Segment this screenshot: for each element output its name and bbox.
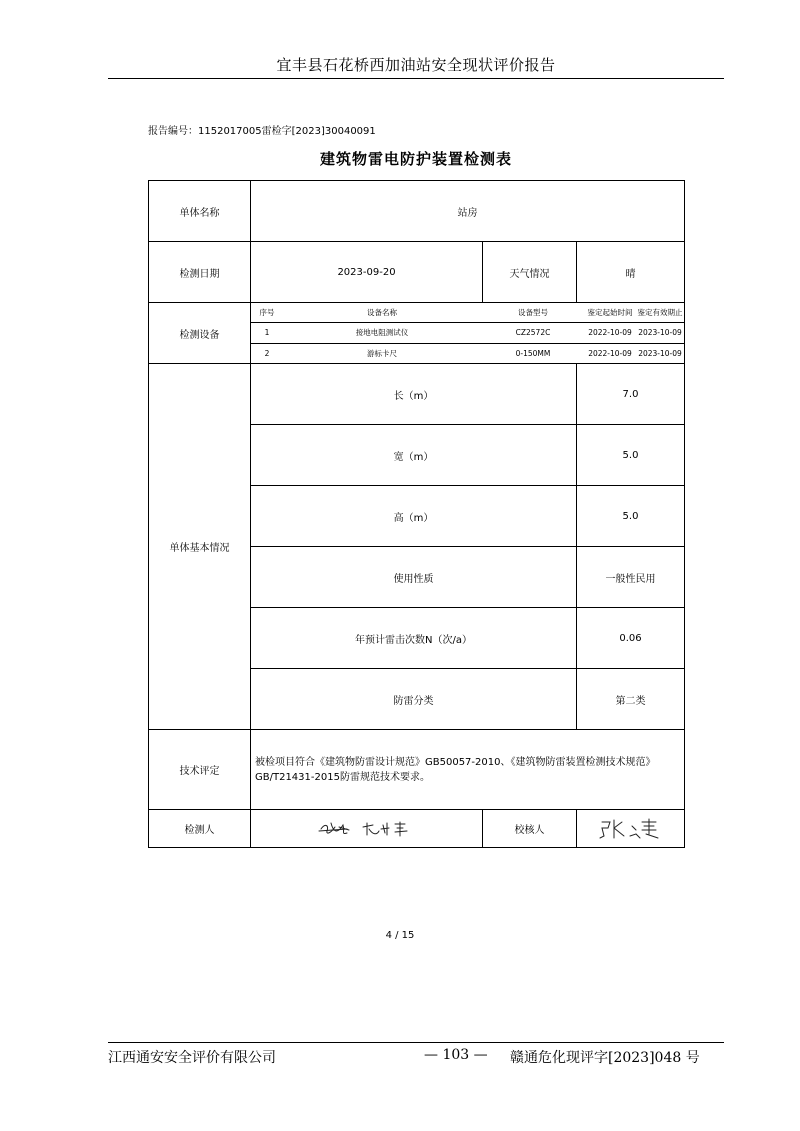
equipment-cell-start: 2022-10-09	[585, 323, 635, 343]
basic-row-label: 防雷分类	[251, 669, 577, 730]
date-value: 2023-09-20	[251, 242, 483, 303]
weather-label: 天气情况	[483, 242, 577, 303]
basic-row-value: 一般性民用	[577, 547, 685, 608]
equipment-cell-no: 2	[264, 348, 270, 358]
equipment-row	[251, 323, 685, 343]
basic-row-label: 高（m）	[251, 486, 577, 547]
document-title: 建筑物雷电防护装置检测表	[319, 150, 512, 168]
basic-row-label: 长（m）	[251, 364, 577, 425]
basic-row-value: 7.0	[577, 364, 685, 425]
header-rule	[108, 78, 724, 79]
equipment-header: 鉴定有效期止	[635, 303, 685, 323]
equipment-cell-model: CZ2572C	[481, 323, 585, 343]
reviewer-signature-image	[596, 816, 666, 842]
basic-row-label: 年预计雷击次数N（次/a）	[251, 608, 577, 669]
tech-eval-value: 被检项目符合《建筑物防雷设计规范》GB50057-2010、《建筑物防雷装置检测技术规范》GB/T21431-2015防雷规范技术要求。	[251, 730, 685, 810]
equipment-cell-end: 2023-10-09	[635, 323, 685, 343]
basic-row-value: 5.0	[577, 486, 685, 547]
reviewer-label: 校核人	[483, 810, 577, 848]
equipment-cell-name: 游标卡尺	[367, 348, 397, 358]
page-header: 宜丰县石花桥西加油站安全现状评价报告	[276, 56, 556, 74]
unit-name-label: 单体名称	[149, 181, 251, 242]
inspector-signature-image	[317, 817, 417, 841]
reviewer-signature	[577, 810, 685, 848]
equipment-cell-name: 接地电阻测试仪	[283, 323, 481, 343]
report-number: 报告编号：1152017005雷检字[2023]30040091	[148, 126, 376, 137]
page-number: 4 / 15	[385, 930, 415, 941]
basic-row-value: 0.06	[577, 608, 685, 669]
equipment-cell-end: 2023-10-09	[638, 348, 682, 358]
equipment-header: 设备名称	[283, 303, 481, 323]
inspection-table	[148, 180, 685, 848]
equipment-header-row	[251, 303, 685, 323]
equipment-header: 设备型号	[481, 303, 585, 323]
basic-row-value: 第二类	[577, 669, 685, 730]
footer-doc-number: 赣通危化现评字[2023]048 号	[510, 1050, 700, 1066]
basic-row-label: 宽（m）	[251, 425, 577, 486]
weather-value: 晴	[577, 242, 685, 303]
date-label: 检测日期	[149, 242, 251, 303]
basic-row-value: 5.0	[577, 425, 685, 486]
equipment-cell-start: 2022-10-09	[588, 348, 632, 358]
equipment-header: 序号	[251, 303, 283, 323]
equipment-cell-model: 0-150MM	[515, 348, 551, 358]
equipment-cell	[251, 303, 685, 364]
equipment-header: 鉴定起始时间	[585, 303, 635, 323]
footer-page: — 103 —	[424, 1047, 488, 1063]
equipment-label: 检测设备	[149, 303, 251, 364]
footer-company: 江西通安安全评价有限公司	[108, 1050, 276, 1066]
basic-row-label: 使用性质	[251, 547, 577, 608]
inspector-signature	[251, 810, 483, 848]
unit-name-value: 站房	[251, 181, 685, 242]
basic-info-label: 单体基本情况	[149, 364, 251, 730]
footer-rule	[108, 1042, 724, 1043]
equipment-row	[251, 343, 685, 363]
equipment-table	[251, 303, 685, 363]
tech-eval-label: 技术评定	[149, 730, 251, 810]
equipment-cell-no: 1	[251, 323, 283, 343]
inspector-label: 检测人	[149, 810, 251, 848]
